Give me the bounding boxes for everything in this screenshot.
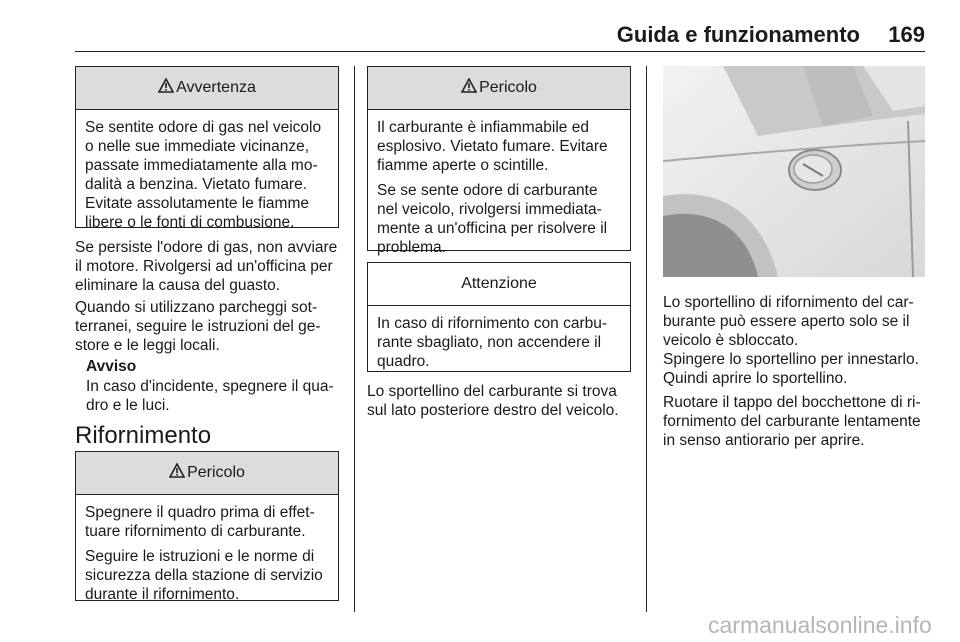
text-line: terranei, seguire le istruzioni del ge- — [75, 318, 321, 335]
text-line: sul lato posteriore destro del veicolo. — [367, 402, 619, 419]
danger-paragraph — [377, 181, 621, 257]
text-line: Ruotare il tappo del bocchettone di ri- — [663, 394, 921, 411]
warning-box — [75, 66, 339, 231]
danger-paragraph — [85, 503, 329, 541]
text-line: Evitate assolutamente le fiamme — [85, 195, 309, 212]
danger-box-fuel — [367, 66, 631, 256]
text-line: Il carburante è infiammabile ed — [377, 119, 589, 136]
text-line: rante sbagliato, non accendere il — [377, 334, 602, 351]
text-line: burante può essere aperto solo se il — [663, 313, 910, 330]
warning-box-heading — [76, 67, 338, 110]
fuel-door-push-paragraph — [663, 350, 928, 388]
caution-box-heading — [368, 263, 630, 306]
text-line: Quando si utilizzano parcheggi sot- — [75, 299, 318, 316]
text-line: o nelle sue immediate vicinanze, — [85, 138, 310, 155]
warning-box-heading-text: Avvertenza — [176, 79, 256, 96]
caution-box-body — [368, 306, 630, 371]
text-line: Spingere lo sportellino per innestarlo. — [663, 351, 919, 368]
text-line: mente a un'officina per risolvere il — [377, 220, 608, 237]
gas-odor-paragraph — [75, 238, 345, 295]
text-line: passate immediatamente alla mo- — [85, 157, 318, 174]
page-number: 169 — [888, 22, 925, 47]
text-line: durante il rifornimento. — [85, 586, 240, 603]
text-line: esplosivo. Vietato fumare. Evitare — [377, 138, 608, 155]
fuel-door-location-paragraph — [367, 382, 642, 420]
text-line: quadro. — [377, 353, 430, 370]
text-line: in senso antiorario per aprire. — [663, 432, 865, 449]
text-line: libere o le fonti di combusione. — [85, 214, 295, 231]
text-line: In caso d'incidente, spegnere il qua- — [86, 378, 334, 395]
text-line: Lo sportellino di rifornimento del car- — [663, 294, 914, 311]
running-header-title: Guida e funzionamento — [616, 22, 860, 47]
text-line: Se sentite odore di gas nel veicolo — [85, 119, 322, 136]
text-line: Spegnere il quadro prima di effet- — [85, 504, 315, 521]
text-line: dro e le luci. — [86, 397, 170, 414]
fuel-cap-paragraph — [663, 393, 928, 450]
text-line: Seguire le istruzioni e le norme di — [85, 548, 315, 565]
column-divider-right — [646, 66, 647, 612]
danger-box-body — [76, 495, 338, 604]
text-line: store e le leggi locali. — [75, 337, 220, 354]
warning-triangle-icon — [461, 78, 477, 98]
warning-triangle-icon — [158, 78, 174, 98]
danger-box-heading-text: Pericolo — [479, 79, 537, 96]
section-title: Rifornimento — [75, 422, 212, 449]
note-title: Avviso — [86, 358, 137, 375]
text-line: veicolo è sbloccato. — [663, 332, 799, 349]
fuel-door-illustration — [663, 66, 925, 277]
text-line: fiamme aperte o scintille. — [377, 157, 549, 174]
text-line: tuare rifornimento di carburante. — [85, 523, 306, 540]
danger-box-refuel — [75, 451, 339, 601]
danger-paragraph — [377, 118, 621, 175]
text-line: sicurezza della stazione di servizio — [85, 567, 323, 584]
text-line: fornimento del carburante lentamente — [663, 413, 921, 430]
text-line: eliminare la causa del guasto. — [75, 277, 281, 294]
text-line: Se se sente odore di carburante — [377, 182, 598, 199]
parking-paragraph — [75, 298, 345, 355]
warning-box-body — [76, 110, 338, 232]
column-divider-left — [354, 66, 355, 612]
note-body — [86, 377, 346, 415]
fuel-door-unlock-paragraph — [663, 293, 928, 350]
watermark: carmanualsonline.info — [708, 612, 932, 638]
text-line: problema. — [377, 239, 446, 256]
danger-box-heading — [76, 452, 338, 495]
danger-box-body — [368, 110, 630, 257]
caution-box-heading-text: Attenzione — [461, 275, 537, 292]
warning-triangle-icon — [169, 463, 185, 483]
text-line: il motore. Rivolgersi ad un'officina per — [75, 258, 333, 275]
danger-box-heading-text: Pericolo — [187, 464, 245, 481]
text-line: dalità a benzina. Vietato fumare. — [85, 176, 308, 193]
header-rule — [75, 51, 925, 52]
text-line: Se persiste l'odore di gas, non avviare — [75, 239, 338, 256]
text-line: Lo sportellino del carburante si trova — [367, 383, 617, 400]
text-line: In caso di rifornimento con carbu- — [377, 315, 608, 332]
danger-box-heading — [368, 67, 630, 110]
danger-paragraph — [85, 547, 329, 604]
caution-box — [367, 262, 631, 372]
text-line: Quindi aprire lo sportellino. — [663, 370, 848, 387]
text-line: nel veicolo, rivolgersi immediata- — [377, 201, 602, 218]
